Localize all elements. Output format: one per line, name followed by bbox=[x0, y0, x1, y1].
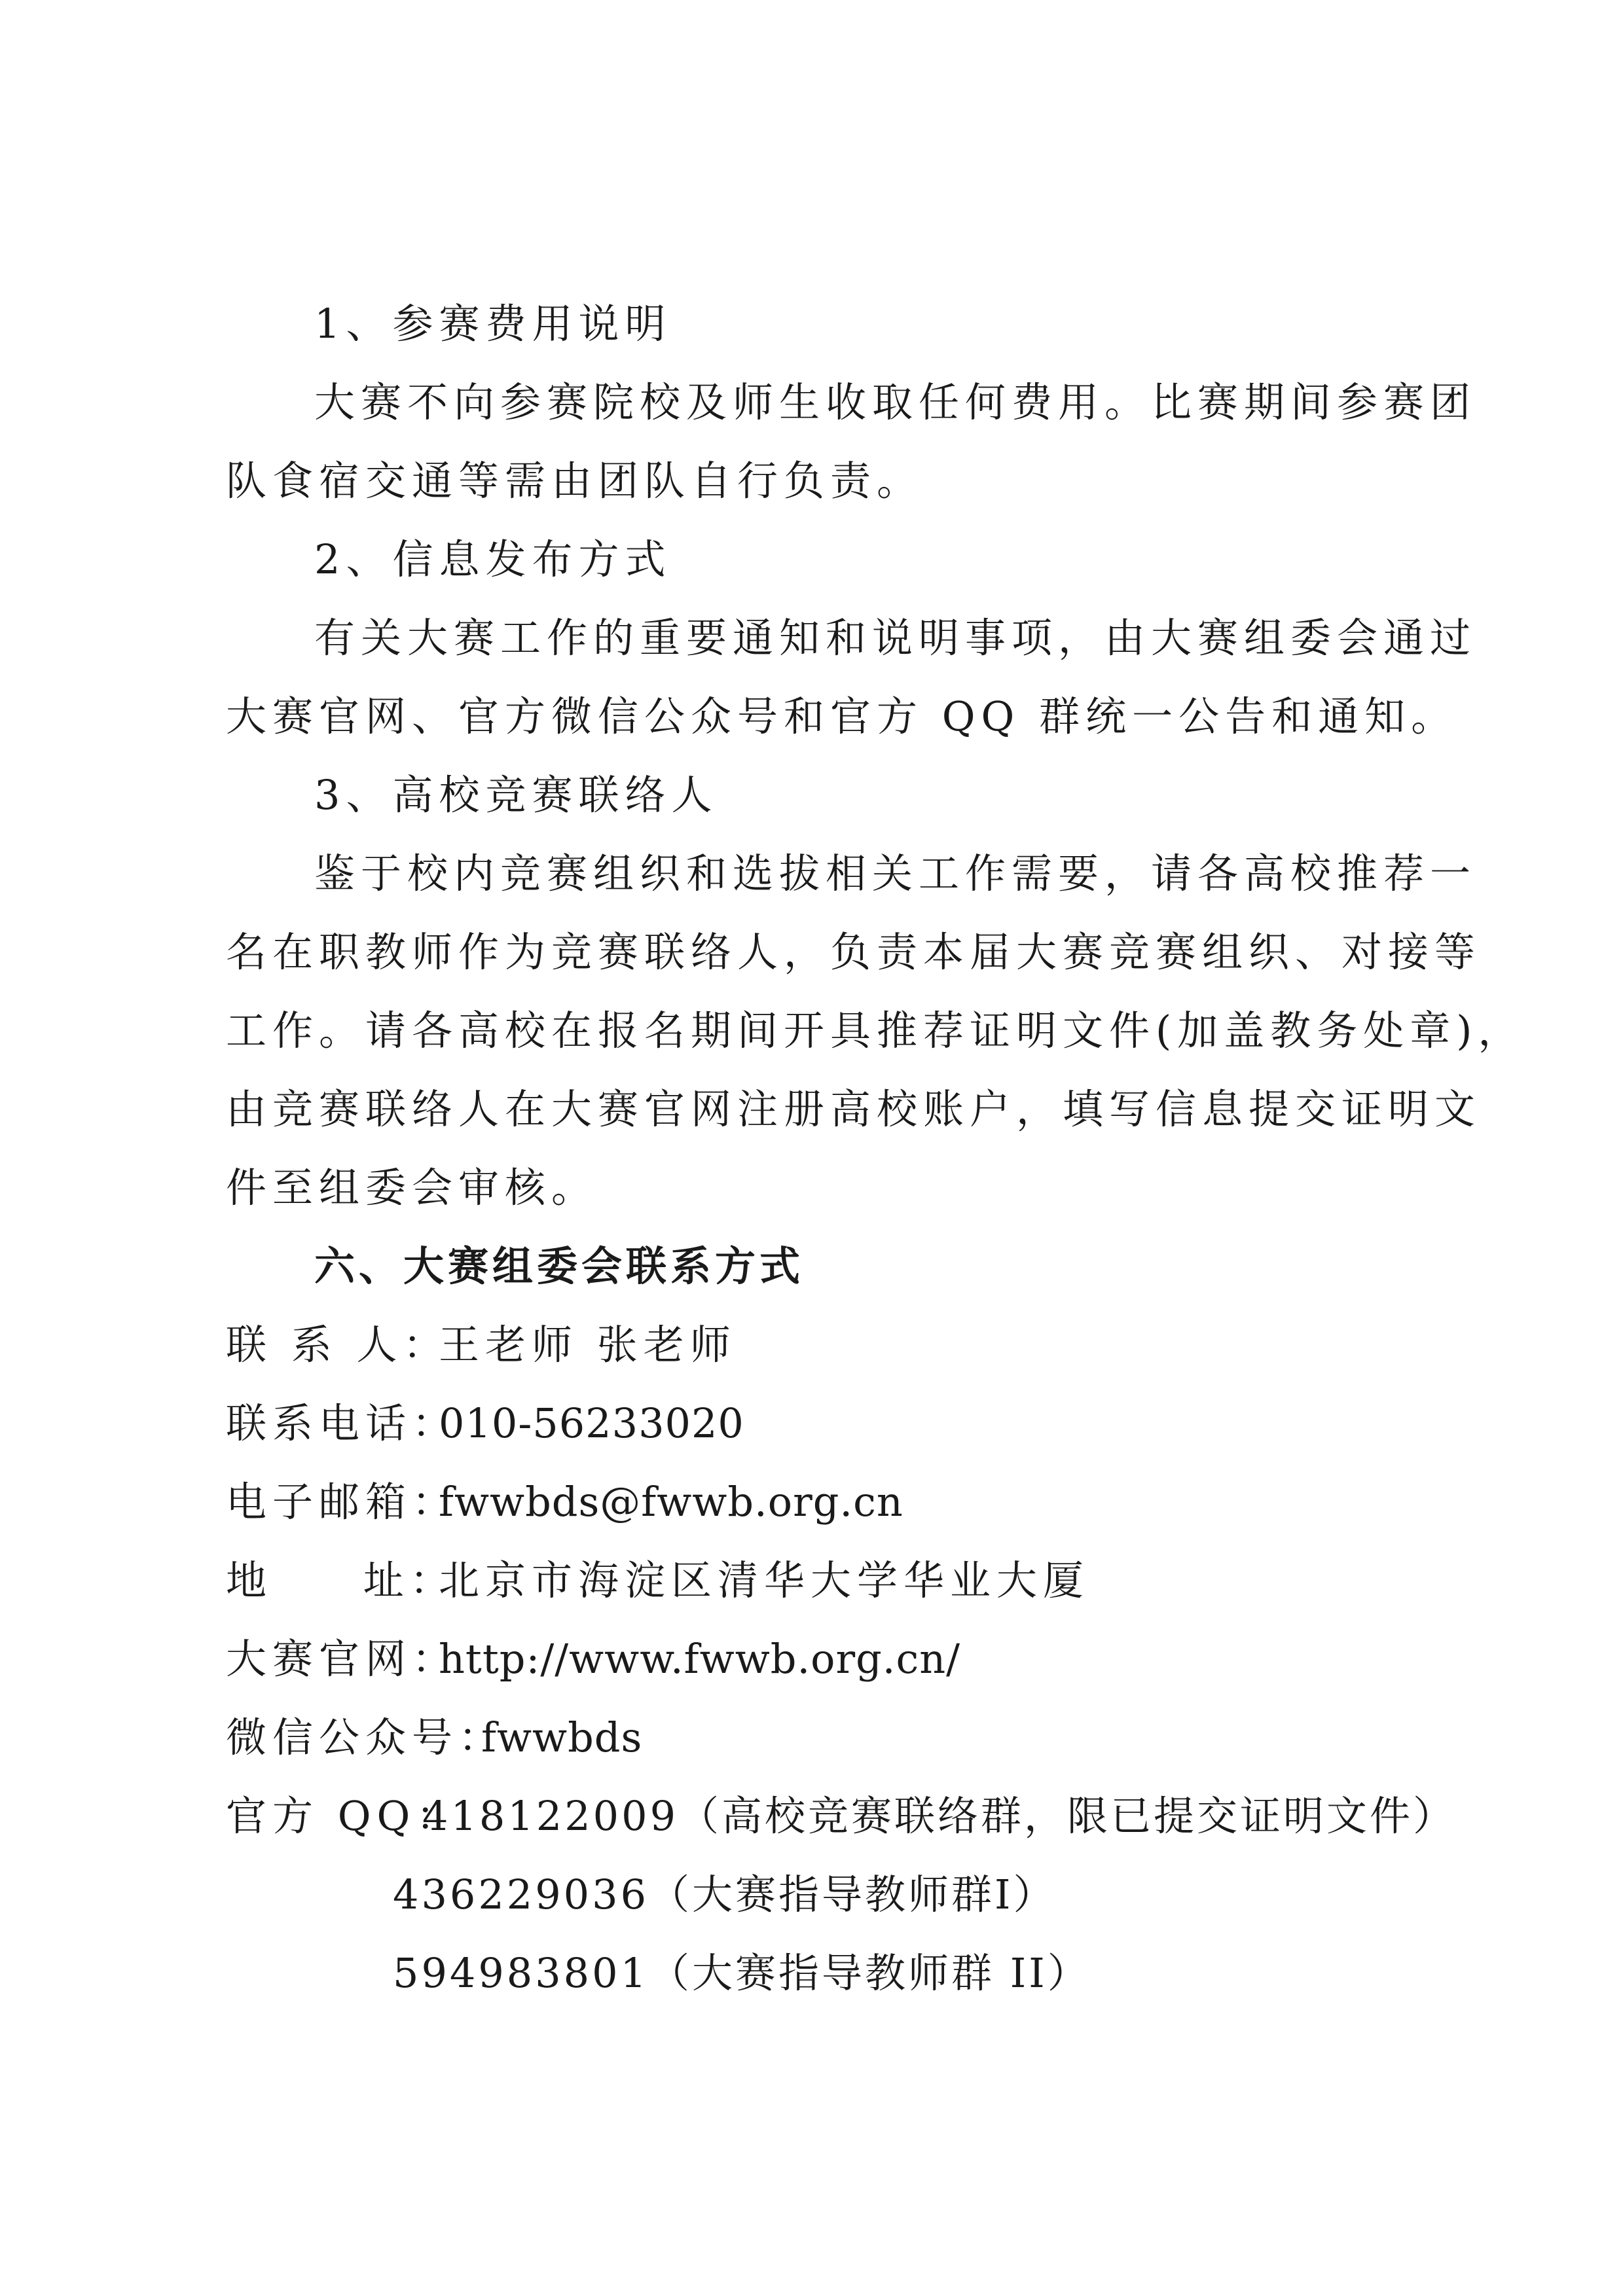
contact-website-label: 大赛官网： bbox=[226, 1635, 459, 1683]
paragraph-line: 由竞赛联络人在大赛官网注册高校账户，填写信息提交证明文 bbox=[226, 1085, 1482, 1133]
contact-wechat-label: 微信公众号： bbox=[226, 1713, 505, 1761]
contact-heading: 六、大赛组委会联系方式 bbox=[314, 1242, 805, 1290]
contact-phone-label: 联系电话： bbox=[226, 1399, 459, 1447]
contact-qq-group: 436229036（大赛指导教师群I） bbox=[393, 1871, 1057, 1918]
contact-address-label: 地 址： bbox=[226, 1556, 456, 1604]
contact-phone-value: 010-56233020 bbox=[439, 1399, 744, 1447]
contact-wechat-row bbox=[226, 1712, 642, 1764]
contact-qq-group: 594983801（大赛指导教师群 II） bbox=[393, 1949, 1091, 1997]
contact-qq-row bbox=[226, 1790, 1456, 1842]
contact-person-row bbox=[226, 1319, 737, 1371]
contact-qq-group: 418122009（高校竞赛联络群，限已提交证明文件） bbox=[422, 1792, 1457, 1840]
contact-person-value: 王老师 张老师 bbox=[439, 1321, 737, 1369]
contact-phone-row bbox=[226, 1397, 744, 1450]
paragraph-line: 名在职教师作为竞赛联络人，负责本届大赛竞赛组织、对接等 bbox=[226, 928, 1482, 976]
contact-email-label: 电子邮箱： bbox=[226, 1478, 459, 1526]
contact-email-value[interactable]: fwwbds@fwwb.org.cn bbox=[439, 1478, 903, 1526]
contact-qq-label: 官方 QQ： bbox=[226, 1792, 463, 1840]
contact-email-row bbox=[226, 1476, 903, 1528]
paragraph-line: 大赛官网、官方微信公众号和官方 QQ 群统一公告和通知。 bbox=[226, 692, 1458, 740]
section-title-liaison: 3、高校竞赛联络人 bbox=[314, 771, 718, 819]
contact-person-label: 联 系 人： bbox=[226, 1321, 450, 1369]
paragraph-line: 鉴于校内竞赛组织和选拔相关工作需要，请各高校推荐一 bbox=[314, 850, 1477, 897]
contact-website-value[interactable]: http://www.fwwb.org.cn/ bbox=[439, 1635, 961, 1683]
paragraph-line: 队食宿交通等需由团队自行负责。 bbox=[226, 457, 924, 505]
paragraph-line: 有关大赛工作的重要通知和说明事项，由大赛组委会通过 bbox=[314, 614, 1477, 662]
contact-wechat-value: fwwbds bbox=[481, 1713, 643, 1761]
paragraph-line: 件至组委会审核。 bbox=[226, 1164, 598, 1211]
paragraph-line: 大赛不向参赛院校及师生收取任何费用。比赛期间参赛团 bbox=[314, 378, 1477, 426]
section-title-info: 2、信息发布方式 bbox=[314, 535, 672, 583]
contact-website-row bbox=[226, 1633, 960, 1685]
section-title-fee: 1、参赛费用说明 bbox=[314, 300, 672, 348]
paragraph-line: 工作。请各高校在报名期间开具推荐证明文件(加盖教务处章)， bbox=[226, 1007, 1525, 1054]
contact-address-value: 北京市海淀区清华大学华业大厦 bbox=[439, 1556, 1090, 1604]
contact-address-row bbox=[226, 1554, 1089, 1607]
